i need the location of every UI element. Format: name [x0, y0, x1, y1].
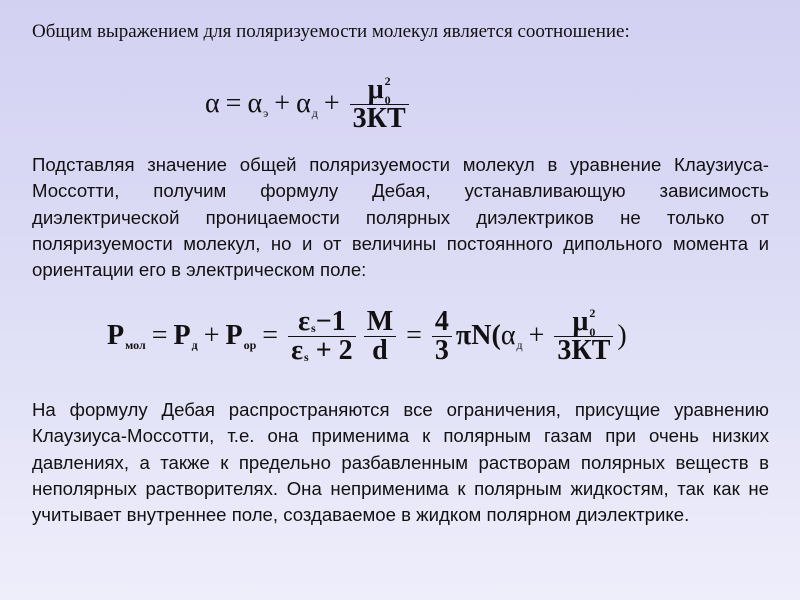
subscript-mol: мол [125, 338, 146, 352]
paragraph-debye-intro: Подставляя значение общей поляризуемости молекул в уравнение Клаузиуса-Моссотти, получим формулу Дебая, устанавливающую зависимость диэлектрической проницаемости полярных диэлектриков не только от поляризуемости молекул, но и от величины постоянного дипольного момента и ориентации его в электрическом поле: [32, 154, 769, 281]
equals-sign: = [151, 320, 168, 351]
fraction-mu-over-3kt [554, 305, 613, 366]
fraction-epsilon [288, 305, 356, 366]
mu-symbol: μ [572, 305, 589, 337]
denominator-3kt: 3КТ [557, 334, 611, 366]
p-mol-symbol: P [107, 320, 125, 351]
close-paren: ) [617, 320, 627, 351]
epsilon-subscript: s [304, 349, 309, 364]
fraction-m-over-d [364, 305, 396, 366]
paragraph-debye-limitations: На формулу Дебая распространяются все ограничения, присущие уравнению Клаузиуса-Моссотти, т.е. она применима к полярным газам при очень низких давлениях, а также к предельно разбавленным растворам полярных веществ в неполярных растворителях. Она неприменима к полярным жидкостям, так как не учитывает внутреннее поле, создаваемое в жидком полярном диэлектрике. [32, 399, 769, 526]
alpha-symbol: α [205, 88, 220, 119]
pi-n-symbol: πN( [455, 320, 501, 351]
subscript-d: д [191, 338, 198, 352]
plus-sign: + [203, 320, 220, 351]
polarizability-formula [205, 72, 413, 136]
alpha-dipole: α [500, 320, 516, 351]
epsilon-symbol: ε [291, 334, 304, 366]
equals-sign: = [225, 88, 242, 119]
subscript-e: э [263, 106, 269, 120]
p-or-symbol: P [225, 320, 243, 351]
mu-symbol: μ [367, 73, 384, 105]
denominator-3: 3 [434, 334, 449, 366]
equals-sign: = [406, 320, 422, 351]
p-d-symbol: P [173, 320, 191, 351]
debye-formula [107, 304, 627, 368]
subscript-or: ор [243, 338, 257, 352]
mu-superscript: 2 [384, 73, 391, 88]
alpha-dipole: α [296, 88, 311, 119]
epsilon-symbol: ε [298, 305, 311, 337]
mu-subscript: 0 [589, 324, 596, 339]
plus-two: + 2 [315, 334, 353, 366]
plus-sign: + [274, 88, 291, 119]
plus-sign: + [323, 88, 340, 119]
alpha-electronic: α [247, 88, 263, 119]
epsilon-subscript: s [311, 320, 316, 335]
fraction-four-thirds [432, 305, 452, 366]
molar-mass-symbol: M [366, 305, 394, 337]
numerator-4: 4 [434, 305, 449, 337]
fraction-mu-over-3kt [350, 73, 409, 134]
equals-sign: = [262, 320, 279, 351]
intro-text: Общим выражением для поляризуемости молекул является соотношение: [32, 21, 630, 42]
density-symbol: d [372, 334, 388, 366]
mu-superscript: 2 [589, 305, 596, 320]
denominator-3kt: 3КТ [352, 102, 406, 134]
plus-sign: + [528, 320, 545, 351]
subscript-d: д [516, 338, 523, 352]
subscript-d: д [311, 106, 318, 120]
mu-subscript: 0 [384, 92, 391, 107]
minus-one: −1 [315, 305, 346, 337]
